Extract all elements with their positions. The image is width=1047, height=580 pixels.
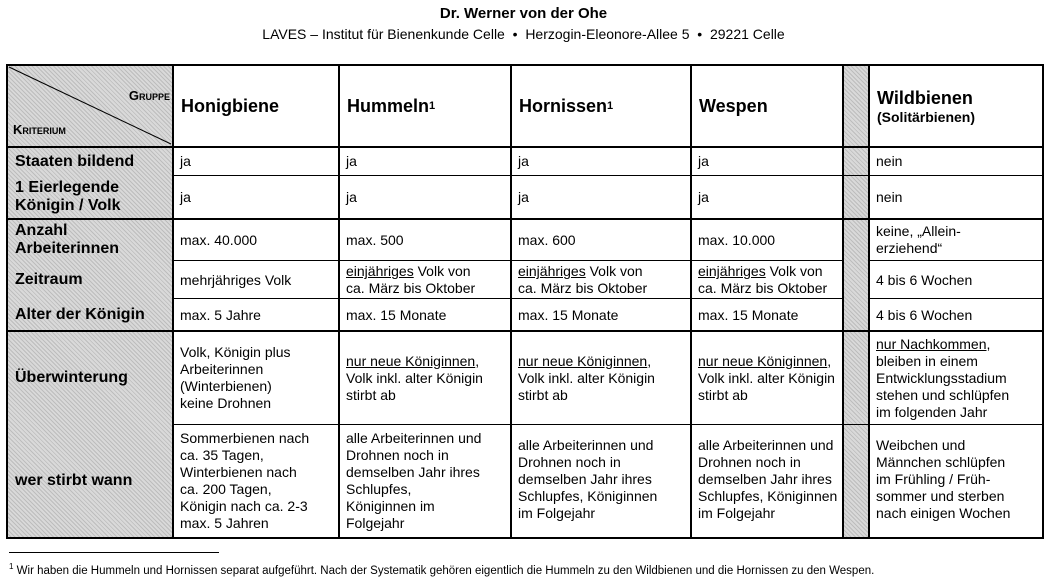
cell-koenigin-wildbienen: nein — [876, 188, 903, 205]
cell-zeitraum-wildbienen: 4 bis 6 Wochen — [876, 271, 973, 288]
group-header-honigbiene — [173, 66, 339, 146]
criterion-stirbt: wer stirbt wann — [15, 472, 133, 489]
separator-dot: • — [512, 26, 518, 42]
gap-column — [843, 65, 869, 538]
cell-koenigin-wespen: ja — [698, 188, 709, 205]
group-header-wildbienen — [869, 66, 1043, 146]
cell-alter-wespen: max. 15 Monate — [698, 306, 799, 323]
cell-anzahl-wildbienen: keine, „Allein- erziehend“ — [876, 223, 961, 256]
column-divider — [172, 64, 174, 539]
row-divider — [173, 298, 843, 299]
cell-koenigin-honigbiene: ja — [180, 188, 191, 205]
table-border — [1042, 64, 1044, 539]
group-header-hornissen — [511, 66, 691, 146]
group-header-wespen — [691, 66, 843, 146]
cell-anzahl-hornissen: max. 600 — [518, 231, 576, 248]
row-divider — [173, 260, 843, 261]
cell-alter-honigbiene: max. 5 Jahre — [180, 306, 261, 323]
group-header-hummeln — [339, 66, 511, 146]
cell-alter-hornissen: max. 15 Monate — [518, 306, 619, 323]
city: 29221 Celle — [709, 26, 785, 42]
table-border — [6, 537, 1044, 539]
corner-kriterium: Kriterium — [13, 122, 66, 137]
cell-zeitraum-honigbiene: mehrjähriges Volk — [180, 271, 292, 288]
cell-anzahl-wespen: max. 10.000 — [698, 231, 776, 248]
row-divider — [869, 298, 1043, 299]
cell-zeitraum-hummeln: einjähriges Volk von ca. März bis Oktober — [346, 263, 476, 296]
cell-koenigin-hornissen: ja — [518, 188, 529, 205]
footnote-mark: 1 — [9, 562, 14, 571]
footnote-ref: 1 — [607, 100, 614, 112]
cell-zeitraum-wespen: einjähriges Volk von ca. März bis Oktober — [698, 263, 828, 296]
column-divider — [510, 64, 512, 539]
cell-staaten-hornissen: ja — [518, 153, 529, 169]
column-divider — [690, 64, 692, 539]
cell-anzahl-honigbiene: max. 40.000 — [180, 231, 258, 248]
row-divider — [6, 146, 1044, 148]
row-divider — [173, 424, 1043, 425]
footnote-text: Wir haben die Hummeln und Hornissen separat aufgeführt. Nach der Systematik gehören eigentlich die Hummeln zu den Wildbienen und die Hornissen zu den Wespen. — [16, 564, 875, 577]
footnote-rule — [9, 552, 219, 553]
criterion-staaten: Staaten bildend — [15, 152, 135, 170]
cell-ueberwinterung-honigbiene: Volk, Königin plus Arbeiterinnen (Winterbienen) keine Drohnen — [180, 344, 291, 411]
cell-koenigin-hummeln: ja — [346, 188, 357, 205]
criterion-koenigin: 1 Eierlegende Königin / Volk — [15, 179, 121, 214]
cell-anzahl-hummeln: max. 500 — [346, 231, 404, 248]
cell-stirbt-honigbiene: Sommerbienen nach ca. 35 Tagen, Winterbienen nach ca. 200 Tagen, Königin nach ca. 2-3 max. 5 Jahren — [180, 430, 310, 531]
cell-zeitraum-hornissen: einjähriges Volk von ca. März bis Oktober — [518, 263, 648, 296]
cell-stirbt-wespen: alle Arbeiterinnen und Drohnen noch in demselben Jahr ihres Schlupfes, Königinnen im Folgejahr — [698, 437, 838, 521]
cell-staaten-honigbiene: ja — [180, 153, 191, 169]
row-divider — [6, 218, 1044, 220]
cell-stirbt-wildbienen: Weibchen und Männchen schlüpfen im Frühling / Früh- sommer und sterben nach einigen Wochen — [876, 437, 1011, 521]
column-divider — [868, 64, 870, 539]
group-subtitle: (Solitärbienen) — [877, 108, 976, 125]
street: Herzogin-Eleonore-Allee 5 — [525, 26, 690, 42]
corner-gruppe: Gruppe — [128, 88, 170, 103]
group-name: Wespen — [699, 95, 768, 116]
cell-staaten-wildbienen: nein — [876, 153, 903, 169]
table-border — [6, 64, 1044, 66]
cell-stirbt-hornissen: alle Arbeiterinnen und Drohnen noch in demselben Jahr ihres Schlupfes, Königinnen im Folgejahr — [518, 437, 658, 521]
footnote-ref: 1 — [429, 100, 436, 112]
institute: LAVES – Institut für Bienenkunde Celle — [262, 26, 505, 42]
cell-ueberwinterung-wespen: nur neue Königinnen, Volk inkl. alter Königin stirbt ab — [698, 352, 835, 403]
cell-ueberwinterung-hummeln: nur neue Königinnen, Volk inkl. alter Königin stirbt ab — [346, 352, 483, 403]
column-divider — [842, 64, 844, 539]
cell-staaten-hummeln: ja — [346, 153, 357, 169]
criterion-anzahl: Anzahl Arbeiterinnen — [15, 222, 120, 257]
group-name: Hummeln — [347, 95, 430, 116]
row-divider — [173, 175, 1043, 176]
criterion-alter: Alter der Königin — [15, 306, 145, 323]
criterion-ueberwinterung: Überwinterung — [15, 369, 128, 386]
group-name: Honigbiene — [181, 95, 279, 116]
row-divider — [869, 260, 1043, 261]
column-divider — [338, 64, 340, 539]
address-line — [0, 26, 1047, 42]
cell-staaten-wespen: ja — [698, 153, 709, 169]
group-name: Wildbienen — [877, 87, 973, 108]
cell-alter-hummeln: max. 15 Monate — [346, 306, 447, 323]
group-name: Hornissen — [519, 95, 608, 116]
cell-alter-wildbienen: 4 bis 6 Wochen — [876, 306, 973, 323]
footnote — [9, 562, 874, 577]
separator-dot: • — [697, 26, 703, 42]
table-border — [6, 64, 8, 539]
cell-stirbt-hummeln: alle Arbeiterinnen und Drohnen noch in demselben Jahr ihres Schlupfes, Königinnen im Folgejahr — [346, 430, 482, 531]
row-divider — [6, 330, 1044, 332]
cell-ueberwinterung-hornissen: nur neue Königinnen, Volk inkl. alter Königin stirbt ab — [518, 352, 655, 403]
cell-ueberwinterung-wildbienen: nur Nachkommen, bleiben in einem Entwicklungsstadium stehen und schlüpfen im folgenden Jahr — [876, 335, 1010, 420]
author-name: Dr. Werner von der Ohe — [439, 5, 608, 22]
criterion-zeitraum: Zeitraum — [15, 271, 83, 288]
